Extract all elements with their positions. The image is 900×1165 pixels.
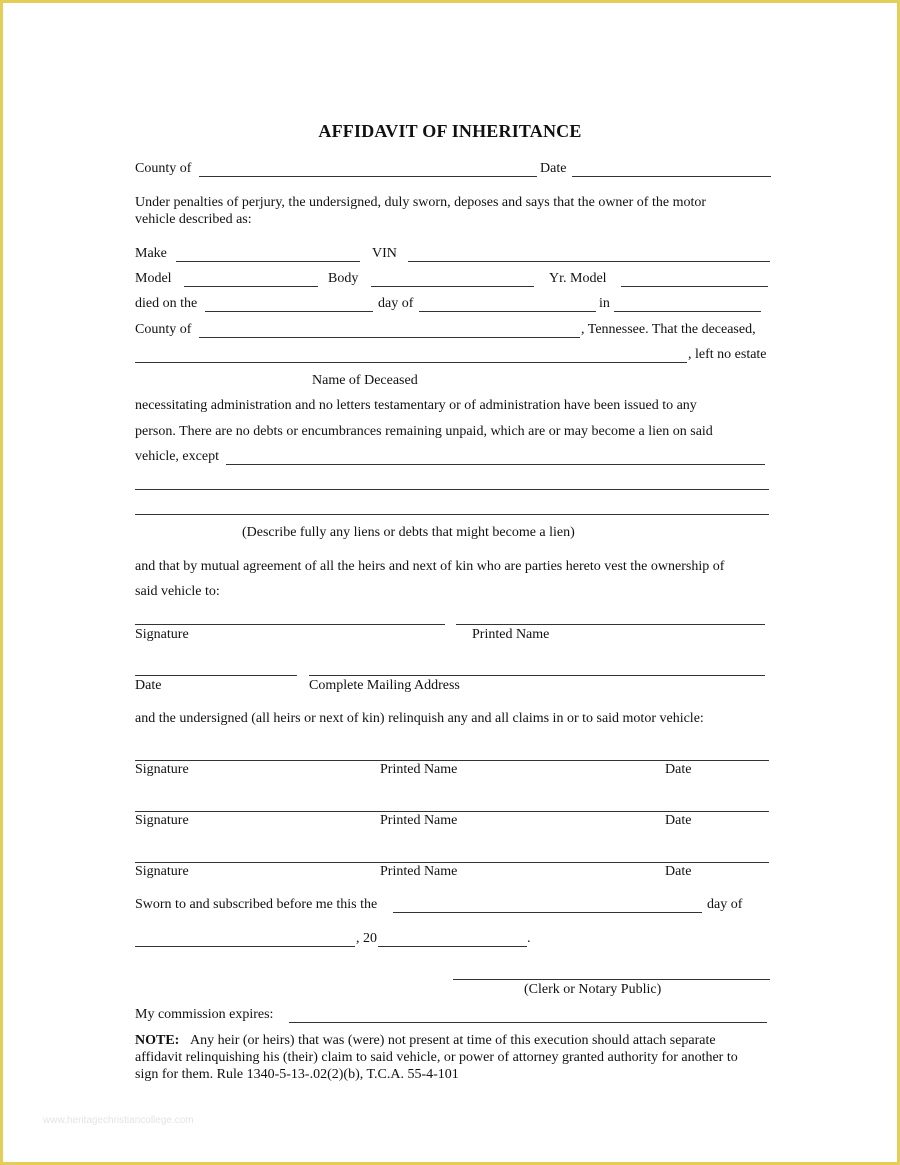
day-of-label: day of [378, 296, 414, 311]
heir-2-printed-name-label: Printed Name [380, 813, 458, 828]
recipient-date-label: Date [135, 678, 162, 693]
recipient-address-label: Complete Mailing Address [309, 678, 460, 693]
model-field[interactable] [184, 286, 318, 287]
died-on-label: died on the [135, 296, 198, 311]
heir-2-date-label: Date [665, 813, 692, 828]
recipient-address-field[interactable] [309, 675, 765, 676]
document-title: AFFIDAVIT OF INHERITANCE [318, 121, 582, 141]
note-line-2: affidavit relinquishing his (their) claim to said vehicle, or power of attorney granted authority for another to [135, 1050, 738, 1065]
sworn-month-field[interactable] [135, 946, 355, 947]
make-label: Make [135, 246, 167, 261]
county-field[interactable] [199, 176, 537, 177]
death-day-field[interactable] [205, 311, 373, 312]
vin-field[interactable] [408, 261, 770, 262]
note-line-3: sign for them. Rule 1340-5-13-.02(2)(b), T.C.A. 55-4-101 [135, 1067, 459, 1082]
watermark: www.heritagechristiancollege.com [43, 1115, 194, 1126]
heir-3-date-label: Date [665, 864, 692, 879]
recipient-date-field[interactable] [135, 675, 297, 676]
sworn-text: Sworn to and subscribed before me this the [135, 897, 378, 912]
heir-1-printed-name-label: Printed Name [380, 762, 458, 777]
clerk-signature-field[interactable] [453, 979, 770, 980]
heir-2-signature-label: Signature [135, 813, 189, 828]
name-of-deceased-caption: Name of Deceased [312, 373, 418, 388]
note-label: NOTE: [135, 1033, 180, 1048]
county-field-2[interactable] [199, 337, 580, 338]
county-label-2: County of [135, 322, 192, 337]
yr-model-field[interactable] [621, 286, 768, 287]
date-field[interactable] [572, 176, 771, 177]
date-label: Date [540, 161, 567, 176]
heir-1-date-label: Date [665, 762, 692, 777]
heir-3-printed-name-label: Printed Name [380, 864, 458, 879]
yr-model-label: Yr. Model [549, 271, 607, 286]
recipient-printed-name-field[interactable] [456, 624, 765, 625]
liens-field-2[interactable] [135, 489, 769, 490]
tennessee-text: , Tennessee. That the deceased, [581, 322, 756, 337]
heir-1-signature-label: Signature [135, 762, 189, 777]
sworn-day-field[interactable] [393, 912, 702, 913]
recipient-signature-field[interactable] [135, 624, 445, 625]
liens-field-1[interactable] [226, 464, 765, 465]
year-suffix: . [527, 931, 531, 946]
county-label: County of [135, 161, 192, 176]
death-year-field[interactable] [614, 311, 761, 312]
note-line-1: Any heir (or heirs) that was (were) not present at time of this execution should attach separate [190, 1033, 716, 1048]
sworn-year-field[interactable] [378, 946, 527, 947]
year-prefix: , 20 [356, 931, 377, 946]
relinquish-text: and the undersigned (all heirs or next of kin) relinquish any and all claims in or to said motor vehicle: [135, 711, 704, 726]
make-field[interactable] [176, 261, 360, 262]
heir-3-signature-label: Signature [135, 864, 189, 879]
model-label: Model [135, 271, 172, 286]
left-no-estate-text: , left no estate [688, 347, 767, 362]
body-line-3: vehicle, except [135, 449, 219, 464]
mutual-line-1: and that by mutual agreement of all the heirs and next of kin who are parties hereto vest the ownership of [135, 559, 725, 574]
mutual-line-2: said vehicle to: [135, 584, 220, 599]
death-month-field[interactable] [419, 311, 596, 312]
in-label: in [599, 296, 610, 311]
commission-label: My commission expires: [135, 1007, 274, 1022]
vin-label: VIN [372, 246, 397, 261]
body-label: Body [328, 271, 359, 286]
recipient-printed-name-label: Printed Name [472, 627, 550, 642]
intro-line-1: Under penalties of perjury, the undersigned, duly sworn, deposes and says that the owner of the motor [135, 195, 707, 210]
commission-field[interactable] [289, 1022, 767, 1023]
body-field[interactable] [371, 286, 534, 287]
describe-liens-caption: (Describe fully any liens or debts that might become a lien) [242, 525, 575, 540]
sworn-day-of-label: day of [707, 897, 743, 912]
intro-line-2: vehicle described as: [135, 212, 252, 227]
clerk-caption: (Clerk or Notary Public) [524, 982, 662, 997]
body-line-2: person. There are no debts or encumbrances remaining unpaid, which are or may become a lien on said [135, 424, 713, 439]
body-line-1: necessitating administration and no letters testamentary or of administration have been issued to any [135, 398, 697, 413]
deceased-name-field[interactable] [135, 362, 687, 363]
recipient-signature-label: Signature [135, 627, 189, 642]
liens-field-3[interactable] [135, 514, 769, 515]
